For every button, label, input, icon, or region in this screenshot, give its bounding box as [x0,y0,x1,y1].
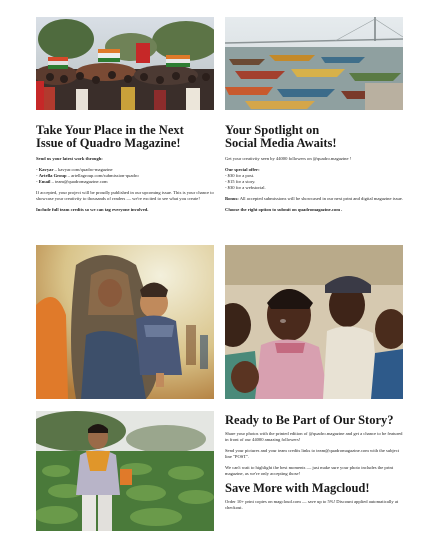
channel-item-email: - Email – team@quadromagazine.com [36,179,108,185]
channel-item-kavyar: - Kavyar – kavyar.com/quadro-magazine [36,166,113,172]
channel-list [36,167,214,186]
submission-section [36,124,214,217]
share-text: Share your photos with the printed edition of @quadro.magazine and get a chance to be featured in front of our 44000 amazing followers! [225,431,403,443]
credits-note: Include full team credits so we can tag everyone involved. [36,206,149,212]
send-heading: Send us your latest work through: [36,156,103,161]
submission-title-line2: Issue of Quadro Magazine! [36,136,181,150]
offer-item: - $30 for a webstorial. [225,185,266,191]
social-title-line2: Social Media Awaits! [225,136,337,150]
choose-text: Choose the right option to submit on quadromagazine.com . [225,206,343,212]
river-boats-photo [225,17,403,110]
offer-item: - $15 for a story. [225,179,256,185]
bonus-text: Bonus: All accepted submissions will be showcased in our next print and digital magazine issue. [225,196,403,202]
mother-child-photo [36,245,214,399]
children-group-photo [225,245,403,399]
social-title-line1: Your Spotlight on [225,123,320,137]
accepted-text: If accepted, your project will be proudly published in our upcoming issue. This is your chance to showcase your creativity to thousands of readers — we're excited to see what you create! [36,189,214,202]
story-title: Ready to Be Part of Our Story? [225,413,394,427]
social-title [225,124,403,150]
channel-item-artella: - Artella Group – artellagroup.com/submission-quadro [36,172,139,178]
submission-title-line1: Take Your Place in the Next [36,123,184,137]
story-section [225,414,403,516]
man-field-photo [36,411,214,531]
submission-title [36,124,214,150]
offer-item: - $30 for a post. [225,172,255,178]
send-text: Send your pictures and your team credits links to team@quadromagazine.com with the subject line "POST". [225,447,400,460]
social-section [225,124,403,217]
social-intro: Get your creativity seen by 44000 followers on @quadro.magazine ! [225,156,352,161]
offer-heading: Our special offer: [225,166,260,172]
highlight-text: We can't wait to highlight the best moments — just make sure your photo includes the print magazine, as we're only accepting those! [225,464,394,477]
order-text: Order 10+ print copies on magcloud.com — save up to 5%! Discount applied automatically at checkout. [225,498,399,510]
offer-list [225,167,403,192]
save-title: Save More with Magcloud! [225,480,370,495]
crowd-flags-photo [36,17,214,110]
